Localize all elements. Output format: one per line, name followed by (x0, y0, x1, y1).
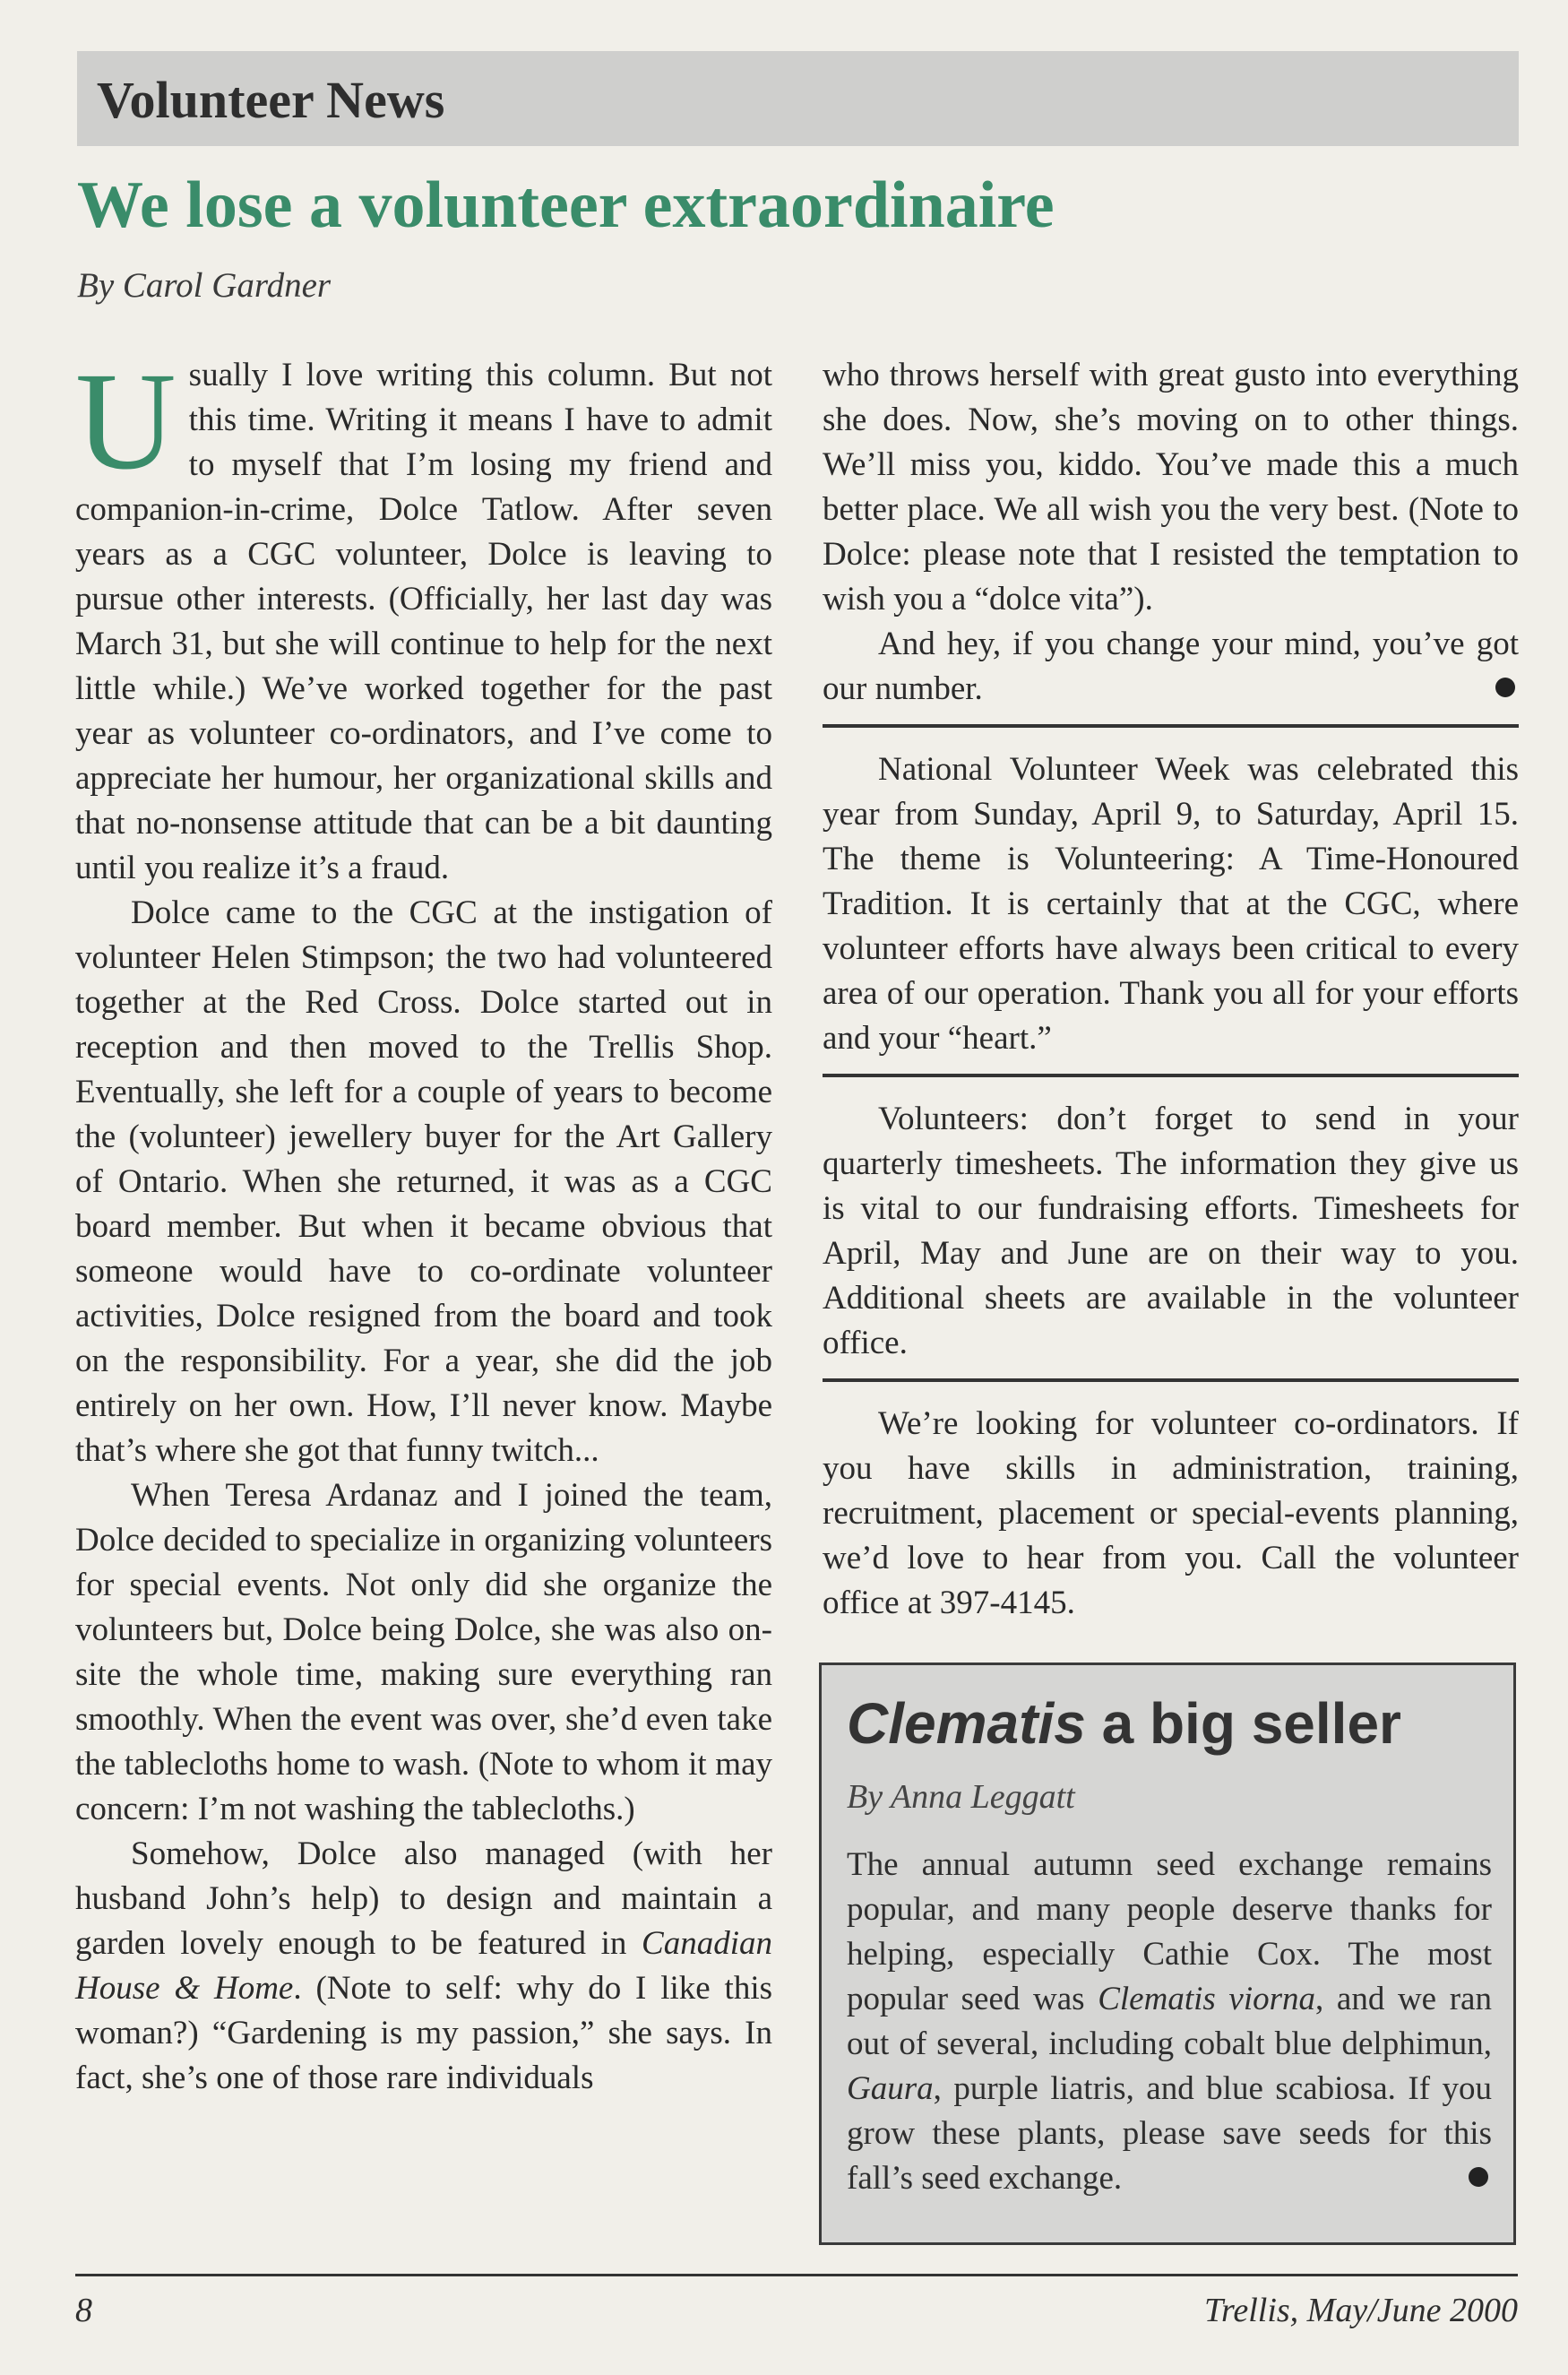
article-right-column (823, 353, 1519, 1626)
article-left-column (75, 343, 772, 2244)
article-paragraph-2: Dolce came to the CGC at the instigation of volunteer Helen Stimpson; the two had volunteered together at the Red Cross. Dolce started out in reception and then moved to the Trellis Shop. Eventually, she left for a couple of years to become the (volunteer) jewellery buyer for the Art Gallery of Ontario. When she returned, it was as a CGC board member. But when it became obvious that someone would have to co-ordinate volunteer activities, Dolce resigned from the board and took on the responsibility. For a year, she did the job entirely on her own. How, I’ll never know. Maybe that’s where she got that funny twitch... (75, 894, 772, 1469)
article-paragraph-5: who throws herself with great gusto into everything she does. Now, she’s moving on to other things. We’ll miss you, kiddo. You’ve made this a much better place. We all wish you the very best. (Note to Dolce: please note that I resisted the temptation to wish you a “dolce vita”). (823, 357, 1519, 618)
sidebar-box (819, 1662, 1516, 2245)
notice-volunteer-week: National Volunteer Week was celebrated this year from Sunday, April 9, to Saturday, April 15. The theme is Volunteering: A Time-Honoured Tradition. It is certainly that at the CGC, where volunteer efforts have always been critical to every area of our operation. Thank you all for your efforts and your “heart.” (823, 751, 1519, 1057)
sidebar-title (847, 1688, 1492, 1758)
paragraph-text: , purple liatris, and blue scabiosa. If you grow these plants, please save seeds for this fall’s seed exchange. (847, 2070, 1492, 2197)
divider (823, 1074, 1519, 1077)
notice-coordinators: We’re looking for volunteer co-ordinators. If you have skills in administration, training, recruitment, placement or special-events planning, we’d love to hear from you. Call the volunteer office at 397-4145. (823, 1405, 1519, 1621)
paragraph-text: The annual autumn seed exchange remains popular, and many people deserve thanks for helping, especially Cathie Cox. The most popular seed was (847, 1846, 1492, 2017)
end-mark-icon (1469, 2167, 1488, 2187)
magazine-title: Canadian House & Home (75, 1925, 772, 2007)
paragraph-text: And hey, if you change your mind, you’ve got our number. (823, 626, 1519, 707)
article-paragraph-1 (75, 343, 772, 891)
article-byline: By Carol Gardner (77, 266, 332, 305)
plant-name: Clematis viorna (1098, 1981, 1316, 2017)
article-paragraph-4 (75, 1832, 772, 2101)
sidebar-title-italic: Clematis (847, 1691, 1086, 1756)
paragraph-text: . (Note to self: why do I like this woman?) “Gardening is my passion,” she says. In fact, she’s one of those rare individuals (75, 1970, 772, 2096)
paragraph-text: Somehow, Dolce also managed (with her husband John’s help) to design and maintain a garden lovely enough to be featured in (75, 1835, 772, 1962)
section-header: Volunteer News (77, 51, 1519, 146)
page-number: 8 (75, 2292, 92, 2329)
issue-label: Trellis, May/June 2000 (1203, 2292, 1518, 2329)
article-paragraph-3: When Teresa Ardanaz and I joined the team, Dolce decided to specialize in organizing volunteers for special events. Not only did she organize the volunteers but, Dolce being Dolce, she was also on-site the whole time, making sure everything ran smoothly. When the event was over, she’d even take the tablecloths home to wash. (Note to whom it may concern: I’m not washing the tablecloths.) (75, 1477, 772, 1827)
paragraph-text: sually I love writing this column. But not this time. Writing it means I have to admit to myself that I’m losing my friend and companion-in-crime, Dolce Tatlow. After seven years as a CGC volunteer, Dolce is leaving to pursue other interests. (Officially, her last day was March 31, but she will continue to help for the next little while.) We’ve worked together for the past year as volunteer co-ordinators, and I’ve come to appreciate her humour, her organizational skills and that no-nonsense attitude that can be a bit daunting until you realize it’s a fraud. (75, 357, 772, 886)
footer-divider (75, 2274, 1518, 2276)
notice-timesheets: Volunteers: don’t forget to send in your quarterly timesheets. The information they give us is vital to our fundraising efforts. Timesheets for April, May and June are on their way to you. Additional sheets are available in the volunteer office. (823, 1101, 1519, 1361)
sidebar-title-rest: a big seller (1085, 1691, 1401, 1756)
article-paragraph-6 (823, 622, 1519, 712)
sidebar-byline: By Anna Leggatt (847, 1778, 1075, 1816)
plant-name: Gaura (847, 2070, 934, 2107)
divider (823, 1378, 1519, 1382)
paragraph-text: , and we ran out of several, including cobalt blue delphimun, (847, 1981, 1492, 2062)
end-mark-icon (1495, 678, 1515, 697)
divider (823, 724, 1519, 728)
sidebar-body (847, 1843, 1492, 2201)
drop-cap: U (75, 343, 177, 498)
article-title: We lose a volunteer extraordinaire (77, 168, 1055, 242)
